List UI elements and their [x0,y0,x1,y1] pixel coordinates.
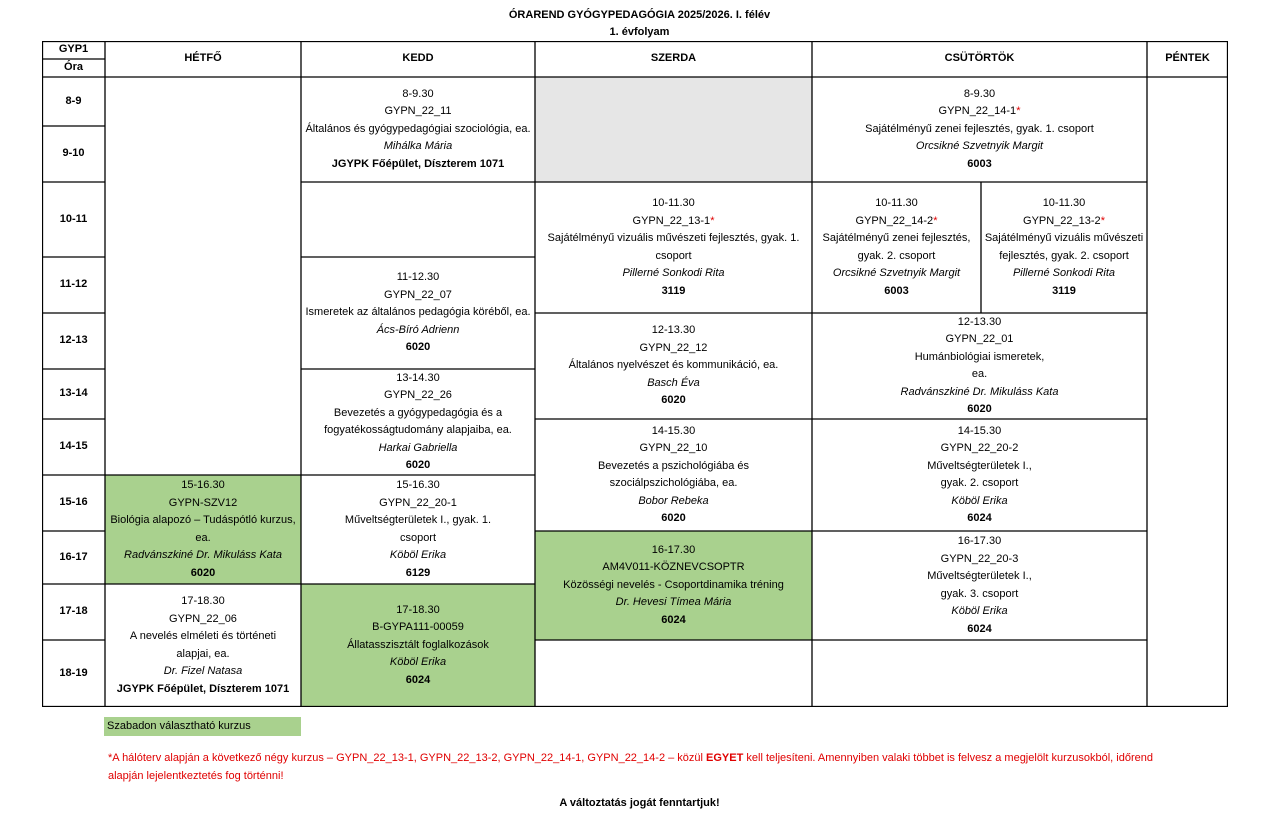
course-code: GYPN_22_20-1 [379,496,457,509]
course-line [856,213,938,231]
course-title: Műveltségterületek I., gyak. 3. csoport [927,570,1032,600]
day-header-kedd: KEDD [301,41,535,77]
course-teacher: Radvánszkiné Dr. Mikuláss Kata [124,549,282,561]
course-time: 17-18.30 [181,595,225,607]
course-title: Biológia alapozó – Tudáspótló kurzus, ea. [110,514,296,544]
hour-header: Óra [42,59,105,77]
hour-label: 16-17 [42,531,105,584]
course-title: Sajátélményű zenei fejlesztés, gyak. 2. csoport [822,232,971,262]
course-title: Műveltségterületek I., gyak. 1. csoport [344,514,492,544]
course-block [535,531,812,640]
course-block [812,182,981,313]
course-room: 6020 [967,403,992,415]
footer-disclaimer: A változtatás jogát fenntartjuk! [559,797,720,809]
course-star: * [933,214,938,227]
course-code: GYPN_22_11 [384,105,452,118]
course-code: GYPN_22_20-3 [940,552,1019,565]
hour-label: 8-9 [42,77,105,126]
course-room: 6020 [405,459,431,471]
course-time: 16-17.30 [651,543,696,556]
course-room: JGYPK Főépület, Díszterem 1071 [116,682,290,695]
course-time: 8-9.30 [963,87,996,100]
course-code: GYPN_22_14-2 [855,214,934,227]
course-block [301,257,535,369]
legend-free-elective: Szabadon választható kurzus [104,717,301,736]
course-time: 10-11.30 [1042,197,1086,209]
course-room: 6020 [405,341,431,354]
course-teacher: Basch Éva [647,376,700,389]
page-subtitle: 1. évfolyam [609,26,670,38]
course-line [633,213,715,231]
group-header: GYP1 [42,41,105,59]
course-star: * [710,214,715,227]
course-code: GYPN_22_20-2 [940,442,1019,454]
hour-label: 9-10 [42,126,105,182]
course-teacher: Orcsikné Szvetnyik Margit [832,267,961,279]
course-block [105,475,301,584]
course-block [301,369,535,475]
hour-label: 13-14 [42,369,105,419]
course-room: 6024 [405,673,431,686]
course-room: 6129 [405,566,431,579]
course-code: GYPN-SZV12 [168,496,238,509]
course-star: * [1100,214,1105,227]
course-teacher: Orcsikné Szvetnyik Margit [915,140,1044,153]
course-title: A nevelés elméleti és történeti alapjai, ea. [129,630,277,660]
course-time: 8-9.30 [402,87,434,100]
course-time: 14-15.30 [651,424,696,437]
course-code: GYPN_22_12 [639,341,708,354]
hour-label: 10-11 [42,182,105,257]
course-teacher: Radvánszkiné Dr. Mikuláss Kata [900,385,1059,398]
course-time: 12-13.30 [651,324,696,337]
course-block [535,419,812,531]
course-teacher: Köböl Erika [951,605,1008,617]
course-teacher: Harkai Gabriella [378,441,458,454]
course-block [812,531,1147,640]
course-time: 11-12.30 [396,271,440,284]
course-block [301,77,535,182]
course-room: 6003 [884,284,909,297]
course-code: GYPN_22_07 [384,288,452,301]
course-block [812,77,1147,182]
course-block [812,313,1147,419]
course-line [1023,213,1105,231]
course-title: Bevezetés a gyógypedagógia és a fogyatékosságtudomány alapjaiba, ea. [324,406,512,436]
course-title: Közösségi nevelés - Csoportdinamika tréning [563,578,784,591]
course-room: 6024 [967,622,992,635]
course-time: 13-14.30 [396,371,440,384]
course-block [812,419,1147,531]
day-header-pentek: PÉNTEK [1147,41,1228,77]
course-block [535,313,812,419]
hour-label: 14-15 [42,419,105,475]
course-block [301,584,535,707]
course-title: Általános nyelvészet és kommunikáció, ea. [568,359,779,372]
course-code: GYPN_22_01 [945,333,1014,345]
course-time: 10-11.30 [652,197,695,209]
course-block [981,182,1147,313]
empty-block [535,77,812,182]
hour-label: 11-12 [42,257,105,313]
course-teacher: Mihálka Mária [383,140,453,153]
course-star: * [1016,105,1021,118]
course-time: 15-16.30 [181,479,225,491]
course-block [105,584,301,707]
course-time: 17-18.30 [396,603,440,616]
course-room: JGYPK Főépület, Díszterem 1071 [331,157,505,170]
page-title: ÓRAREND GYÓGYPEDAGÓGIA 2025/2026. I. félév [508,9,771,21]
course-time: 12-13.30 [957,315,1002,328]
hour-label: 15-16 [42,475,105,531]
course-code: AM4V011-KÖZNEVCSOPTR [602,561,745,574]
course-code: GYPN_22_26 [384,389,452,401]
course-code: GYPN_22_06 [169,612,237,625]
day-header-szerda: SZERDA [535,41,812,77]
course-title: Sajátélményű zenei fejlesztés, gyak. 1. csoport [865,122,1094,135]
day-header-csutortok: CSÜTÖRTÖK [812,41,1147,77]
course-code: GYPN_22_14-1 [938,105,1017,118]
footnote: *A hálóterv alapján a következő négy kurzus – GYPN_22_13-1, GYPN_22_13-2, GYPN_22_14-1, GYPN_22_14-2 – közül EGYET kell teljesíteni. Amennyiben valaki többet is felvesz a megjelölt kurzusokból, időrend alapján lejelentkeztetés fog történni! [108,752,1153,782]
course-time: 15-16.30 [396,479,440,491]
course-title: Műveltségterületek I., gyak. 2. csoport [927,459,1032,489]
course-time: 10-11.30 [875,197,918,209]
course-room: 6020 [661,394,686,407]
course-time: 14-15.30 [957,424,1002,437]
course-title: Ismeretek az általános pedagógia köréből, ea. [305,306,531,319]
course-room: 6020 [190,566,216,579]
course-title: Állatasszisztált foglalkozások [347,638,489,651]
course-title: Bevezetés a pszichológiába és szociálpszichológiába, ea. [597,459,750,489]
course-teacher: Köböl Erika [951,494,1008,507]
day-header-hetfo: HÉTFŐ [105,41,301,77]
course-code: B-GYPA111-00059 [372,621,464,634]
course-code: GYPN_22_13-2 [1023,214,1101,227]
hour-label: 17-18 [42,584,105,640]
course-code: GYPN_22_10 [639,442,708,454]
course-room: 6024 [967,512,992,524]
course-teacher: Dr. Hevesi Tímea Mária [615,596,732,609]
course-teacher: Bobor Rebeka [638,494,709,507]
course-teacher: Dr. Fizel Natasa [163,665,243,677]
course-room: 3119 [661,284,686,297]
course-teacher: Köböl Erika [389,549,447,561]
course-room: 6003 [967,157,992,170]
course-teacher: Köböl Erika [389,656,447,669]
course-title: Sajátélményű vizuális művészeti fejlesztés, gyak. 2. csoport [984,232,1144,262]
course-room: 3119 [1052,284,1076,297]
course-block [535,182,812,313]
hour-label: 12-13 [42,313,105,369]
course-line [939,103,1021,121]
course-teacher: Pillerné Sonkodi Rita [622,267,725,279]
course-teacher: Ács-Bíró Adrienn [376,323,460,336]
course-code: GYPN_22_13-1 [632,214,711,227]
timetable [42,41,1228,707]
hour-label: 18-19 [42,640,105,707]
course-room: 6020 [661,512,686,524]
course-room: 6024 [661,613,686,626]
course-title: Humánbiológiai ismeretek, ea. [914,350,1045,380]
course-time: 16-17.30 [957,535,1002,547]
course-title: Sajátélményű vizuális művészeti fejlesztés, gyak. 1. csoport [547,232,800,262]
course-block [301,475,535,584]
course-title: Általános és gyógypedagógiai szociológia, ea. [305,122,531,135]
course-teacher: Pillerné Sonkodi Rita [1012,267,1116,279]
